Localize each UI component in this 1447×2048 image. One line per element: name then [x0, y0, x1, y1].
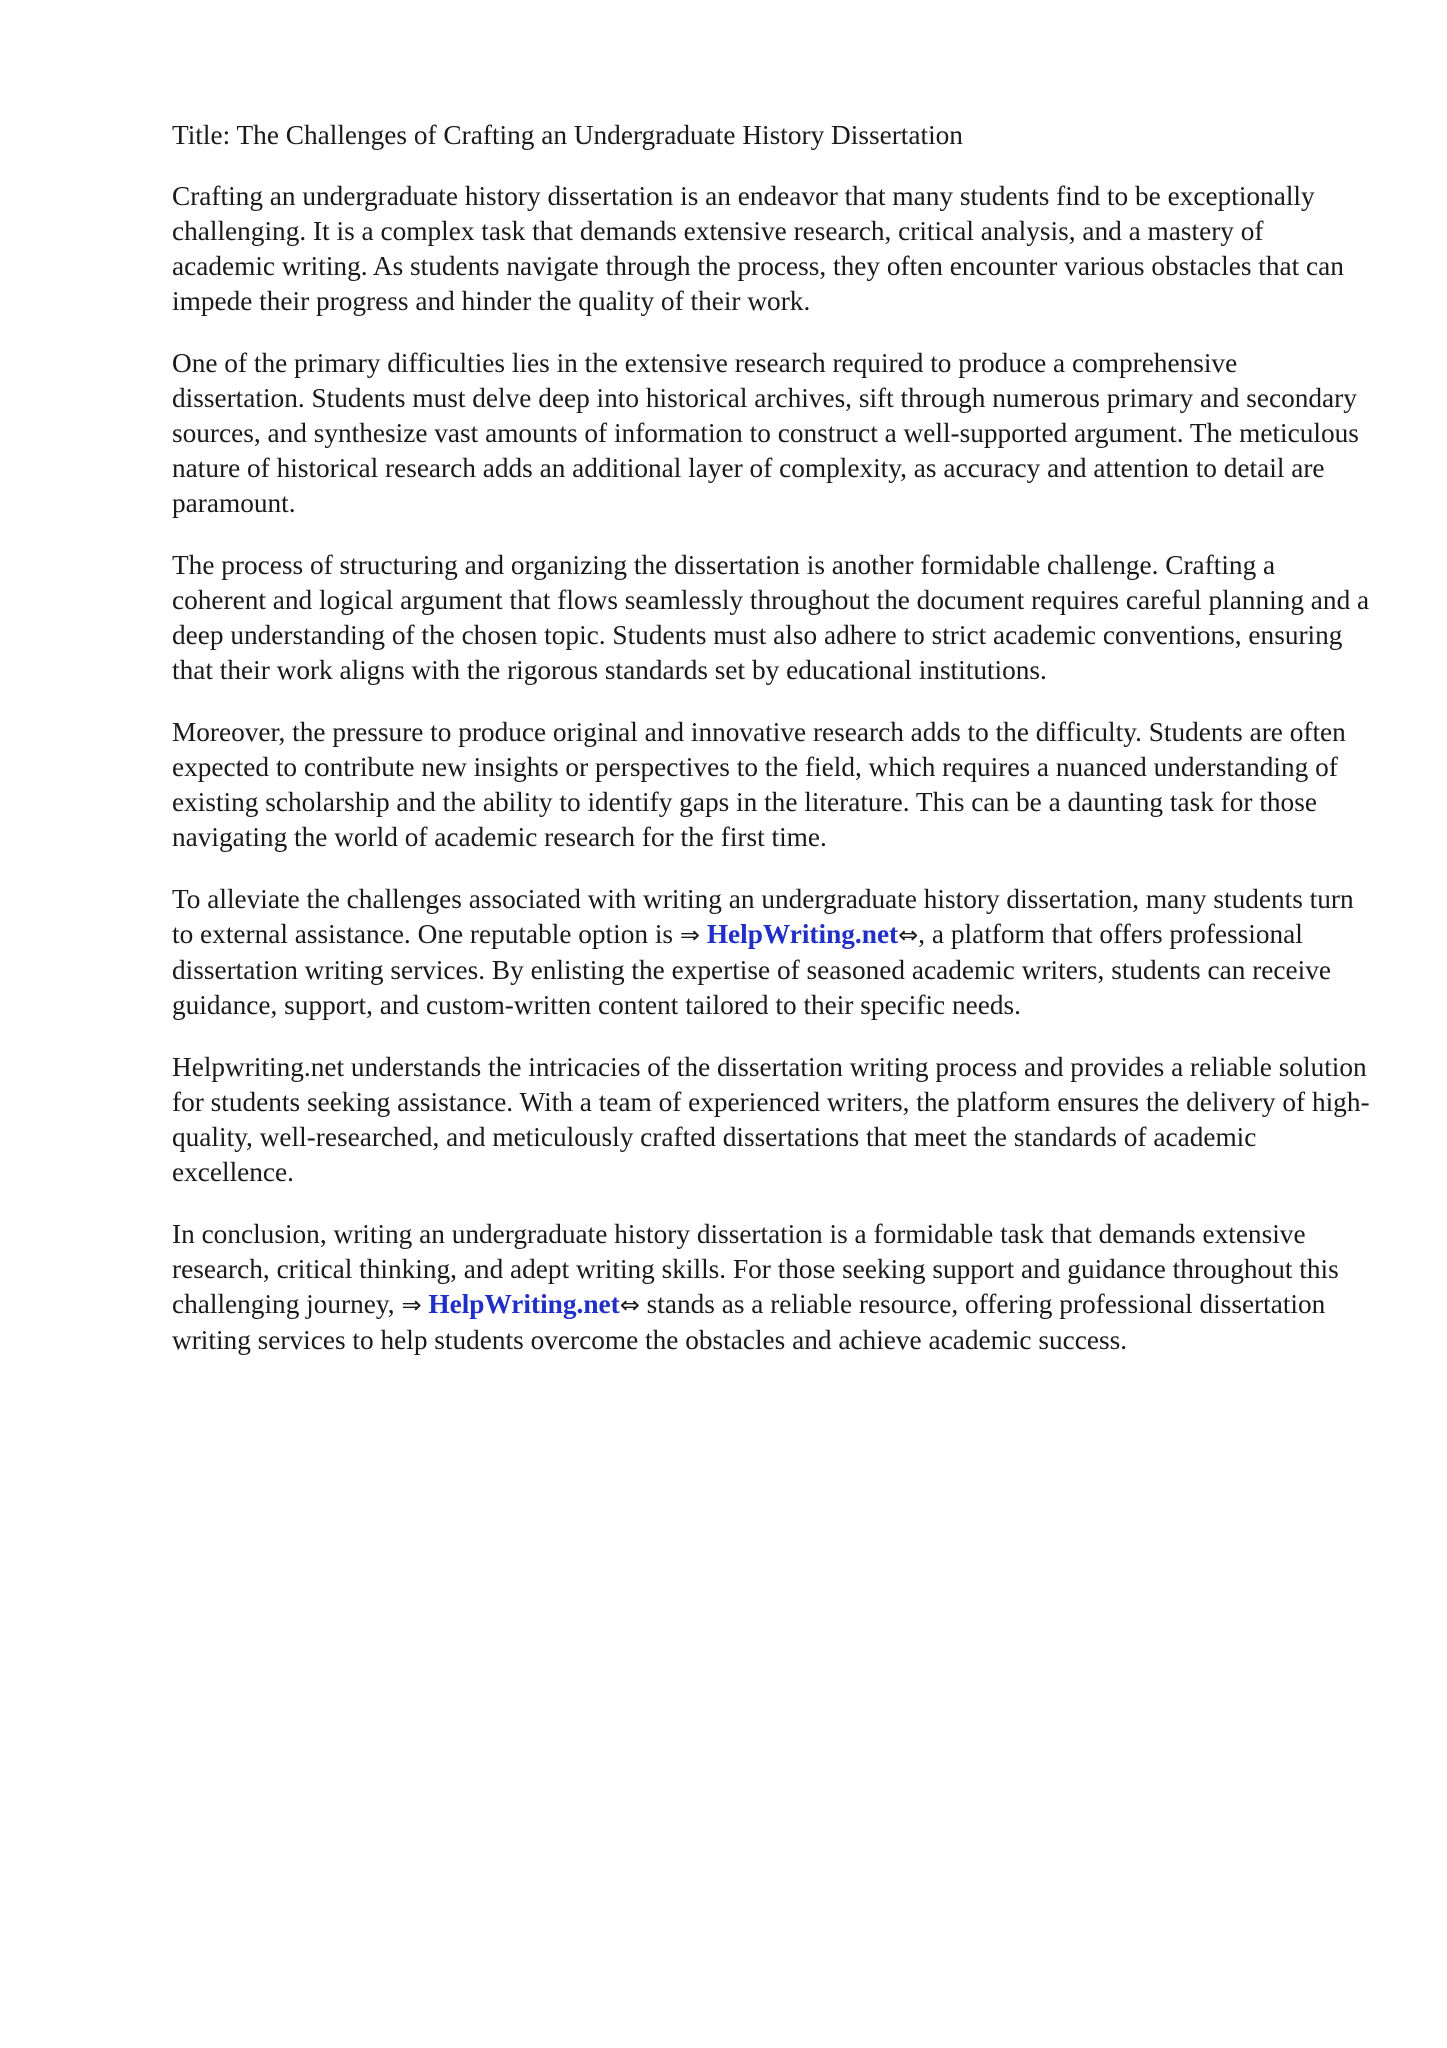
paragraph-5-text-after: , a platform that offers professional dissertation writing services. By enlisting the expertise of seasoned academic writers, students can receive guidance, support, and custom-written content tailored to their specific needs. [172, 919, 1331, 1020]
paragraph-7-text-before: In conclusion, writing an undergraduate history dissertation is a formidable task that demands extensive research, critical thinking, and adept writing skills. For those seeking support and guidance throughout this challenging journey, [172, 1219, 1339, 1319]
helpwriting-link[interactable]: HelpWriting.net [706, 919, 899, 949]
paragraph-3: The process of structuring and organizing the dissertation is another formidable challenge. Crafting a coherent and logical argument that flows seamlessly throughout the document requires careful planning and a deep understanding of the chosen topic. Students must also adhere to strict academic conventions, ensuring that their work aligns with the rigorous standards set by educational institutions. [172, 550, 1370, 685]
right-arrow-icon: ⇒ [679, 921, 700, 949]
paragraph-7 [172, 1217, 1372, 1358]
paragraph-6: Helpwriting.net understands the intricacies of the dissertation writing process and provides a reliable solution for students seeking assistance. With a team of experienced writers, the platform ensures the delivery of high-quality, well-researched, and meticulously crafted dissertations that meet the standards of academic excellence. [172, 1052, 1370, 1187]
document-title: Title: The Challenges of Crafting an Undergraduate History Dissertation [172, 120, 963, 150]
double-arrow-icon: ⇔ [619, 1291, 640, 1319]
paragraph-4: Moreover, the pressure to produce original and innovative research adds to the difficulty. Students are often expected to contribute new insights or perspectives to the field, which requires a nuanced understanding of existing scholarship and the ability to identify gaps in the literature. This can be a daunting task for those navigating the world of academic research for the first time. [172, 717, 1346, 852]
paragraph-5-text-before: To alleviate the challenges associated with writing an undergraduate history dissertation, many students turn to external assistance. One reputable option is [172, 884, 1354, 949]
helpwriting-link[interactable]: HelpWriting.net [428, 1289, 620, 1319]
document-page [172, 118, 1372, 1385]
paragraph-7-text-after: stands as a reliable resource, offering professional dissertation writing services to help students overcome the obstacles and achieve academic success. [172, 1289, 1326, 1355]
paragraph-1: Crafting an undergraduate history dissertation is an endeavor that many students find to be exceptionally challenging. It is a complex task that demands extensive research, critical analysis, and a mastery of academic writing. As students navigate through the process, they often encounter various obstacles that can impede their progress and hinder the quality of their work. [172, 181, 1344, 316]
double-arrow-icon: ⇔ [898, 921, 919, 949]
right-arrow-icon: ⇒ [401, 1291, 422, 1319]
paragraph-2: One of the primary difficulties lies in the extensive research required to produce a comprehensive dissertation. Students must delve deep into historical archives, sift through numerous primary and secondary sources, and synthesize vast amounts of information to construct a well-supported argument. The meticulous nature of historical research adds an additional layer of complexity, as accuracy and attention to detail are paramount. [172, 348, 1359, 518]
paragraph-5 [172, 882, 1372, 1023]
